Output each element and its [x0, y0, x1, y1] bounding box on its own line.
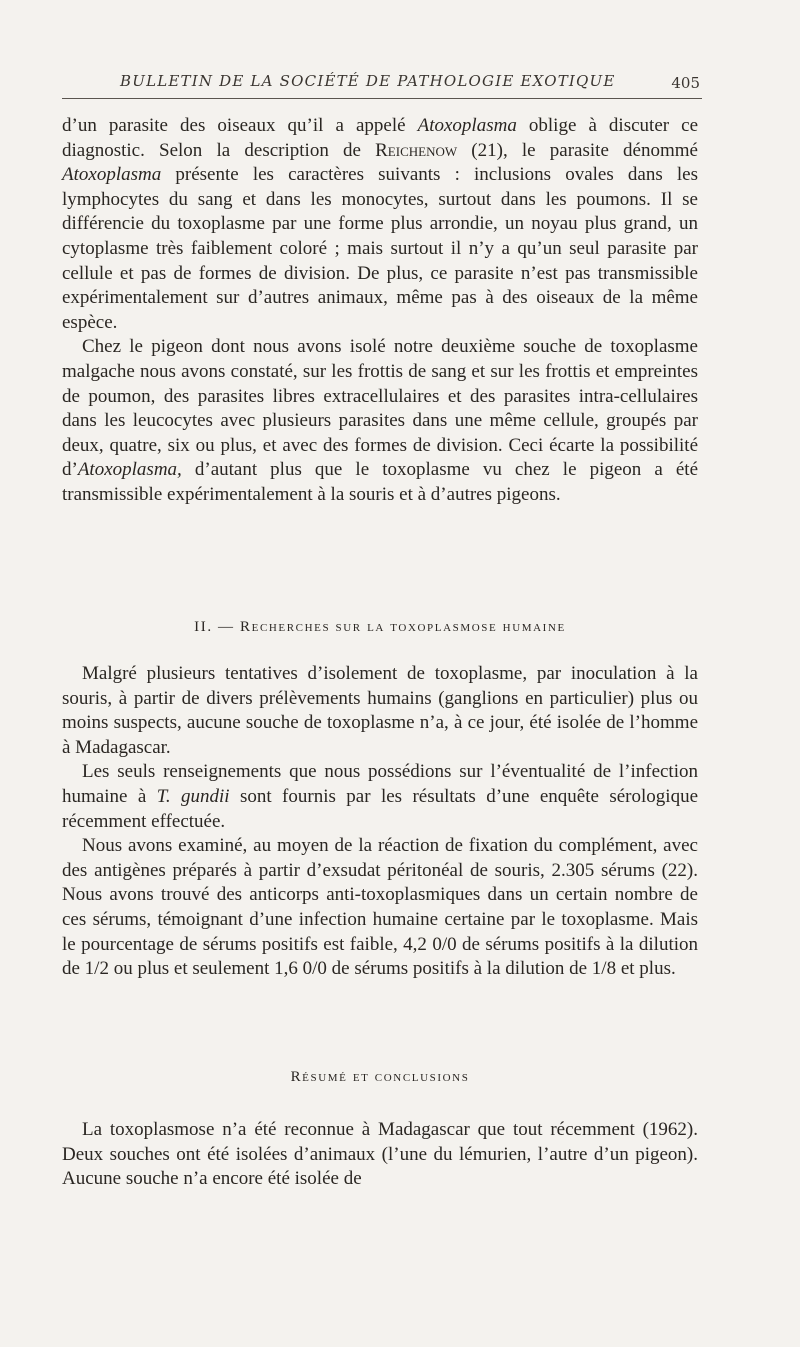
paragraph-serum-results: Nous avons examiné, au moyen de la réaction de fixation du complément, avec des antigènes préparés à partir d’exsudat péritonéal de souris, 2.305 sérums (22). Nous avons trouvé des anticorps anti-toxoplasmiques dans un certain nombre de ces sérums, témoignant d’une infection humaine certaine par le toxoplasme. Mais le pourcentage de sérums positifs est faible, 4,2 0/0 de sérums positifs à la dilution de 1/2 ou plus et seulement 1,6 0/0 de sérums positifs à la dilution de 1/8 et plus. [62, 835, 698, 980]
body-block-2 [62, 662, 698, 982]
species-name: T. gundii [156, 785, 230, 807]
genus-name: Atoxoplasma [62, 164, 162, 186]
paragraph-pigeon-strain: Chez le pigeon dont nous avons isolé notre deuxième souche de toxoplasme malgache nous avons constaté, sur les frottis de sang et sur les frottis et empreintes de poumon, des parasites libres extracellulaires et des parasites intra-cellulaires dans les leucocytes avec plusieurs parasites dans une même cellule, groupés par deux, quatre, six ou plus, et avec des formes de division. Ceci écarte la possibilité d’Atoxoplasma, d’autant plus que le toxoplasme vu chez le pigeon a été transmissible expérimentalement à la souris et à d’autres pigeons. [62, 336, 698, 505]
author-name: Reichenow [375, 139, 458, 161]
paragraph-serological-survey: Les seuls renseignements que nous possédions sur l’éventualité de l’infection humaine à T. gundii sont fournis par les résultats d’une enquête sérologique récemment effectuée. [62, 761, 699, 832]
paragraph-isolation-attempts: Malgré plusieurs tentatives d’isolement de toxoplasme, par inoculation à la souris, à partir de divers prélèvements humains (ganglions en particulier) plus ou moins suspects, aucune souche de toxoplasme n’a, à ce jour, été isolée de l’homme à Madagascar. [62, 663, 698, 758]
section-heading-summary: Résumé et conclusions [290, 1069, 470, 1085]
body-block-1 [62, 114, 698, 508]
journal-title: BULLETIN DE LA SOCIÉTÉ DE PATHOLOGIE EXOTIQUE [120, 72, 616, 90]
page-number: 405 [671, 74, 700, 92]
genus-name: Atoxoplasma [417, 115, 517, 136]
body-block-3 [62, 1118, 698, 1192]
genus-name: Atoxoplasma, [77, 459, 182, 481]
section-heading-human-toxoplasmosis: II. — Recherches sur la toxoplasmose humaine [194, 619, 566, 635]
paragraph-conclusions: La toxoplasmose n’a été reconnue à Madagascar que tout récemment (1962). Deux souches ont été isolées d’animaux (l’une du lémurien, l’autre d’un pigeon). Aucune souche n’a encore été isolée de [62, 1119, 698, 1190]
paragraph-atoxoplasma-diagnosis: d’un parasite des oiseaux qu’il a appelé Atoxoplasma oblige à discuter ce diagnostic. Selon la description de Reichenow (21), le parasite dénommé Atoxoplasma présente les caractères suivants : inclusions ovales dans les lymphocytes du sang et dans les monocytes, surtout dans les poumons. Il se différencie du toxoplasme par une forme plus arrondie, un noyau plus grand, un cytoplasme très faiblement coloré ; mais surtout il n’y a qu’un seul parasite par cellule et pas de formes de division. De plus, ce parasite n’est pas transmissible expérimentalement sur d’autres animaux, même pas à des oiseaux de la même espèce. [62, 115, 699, 333]
running-header [62, 72, 702, 99]
